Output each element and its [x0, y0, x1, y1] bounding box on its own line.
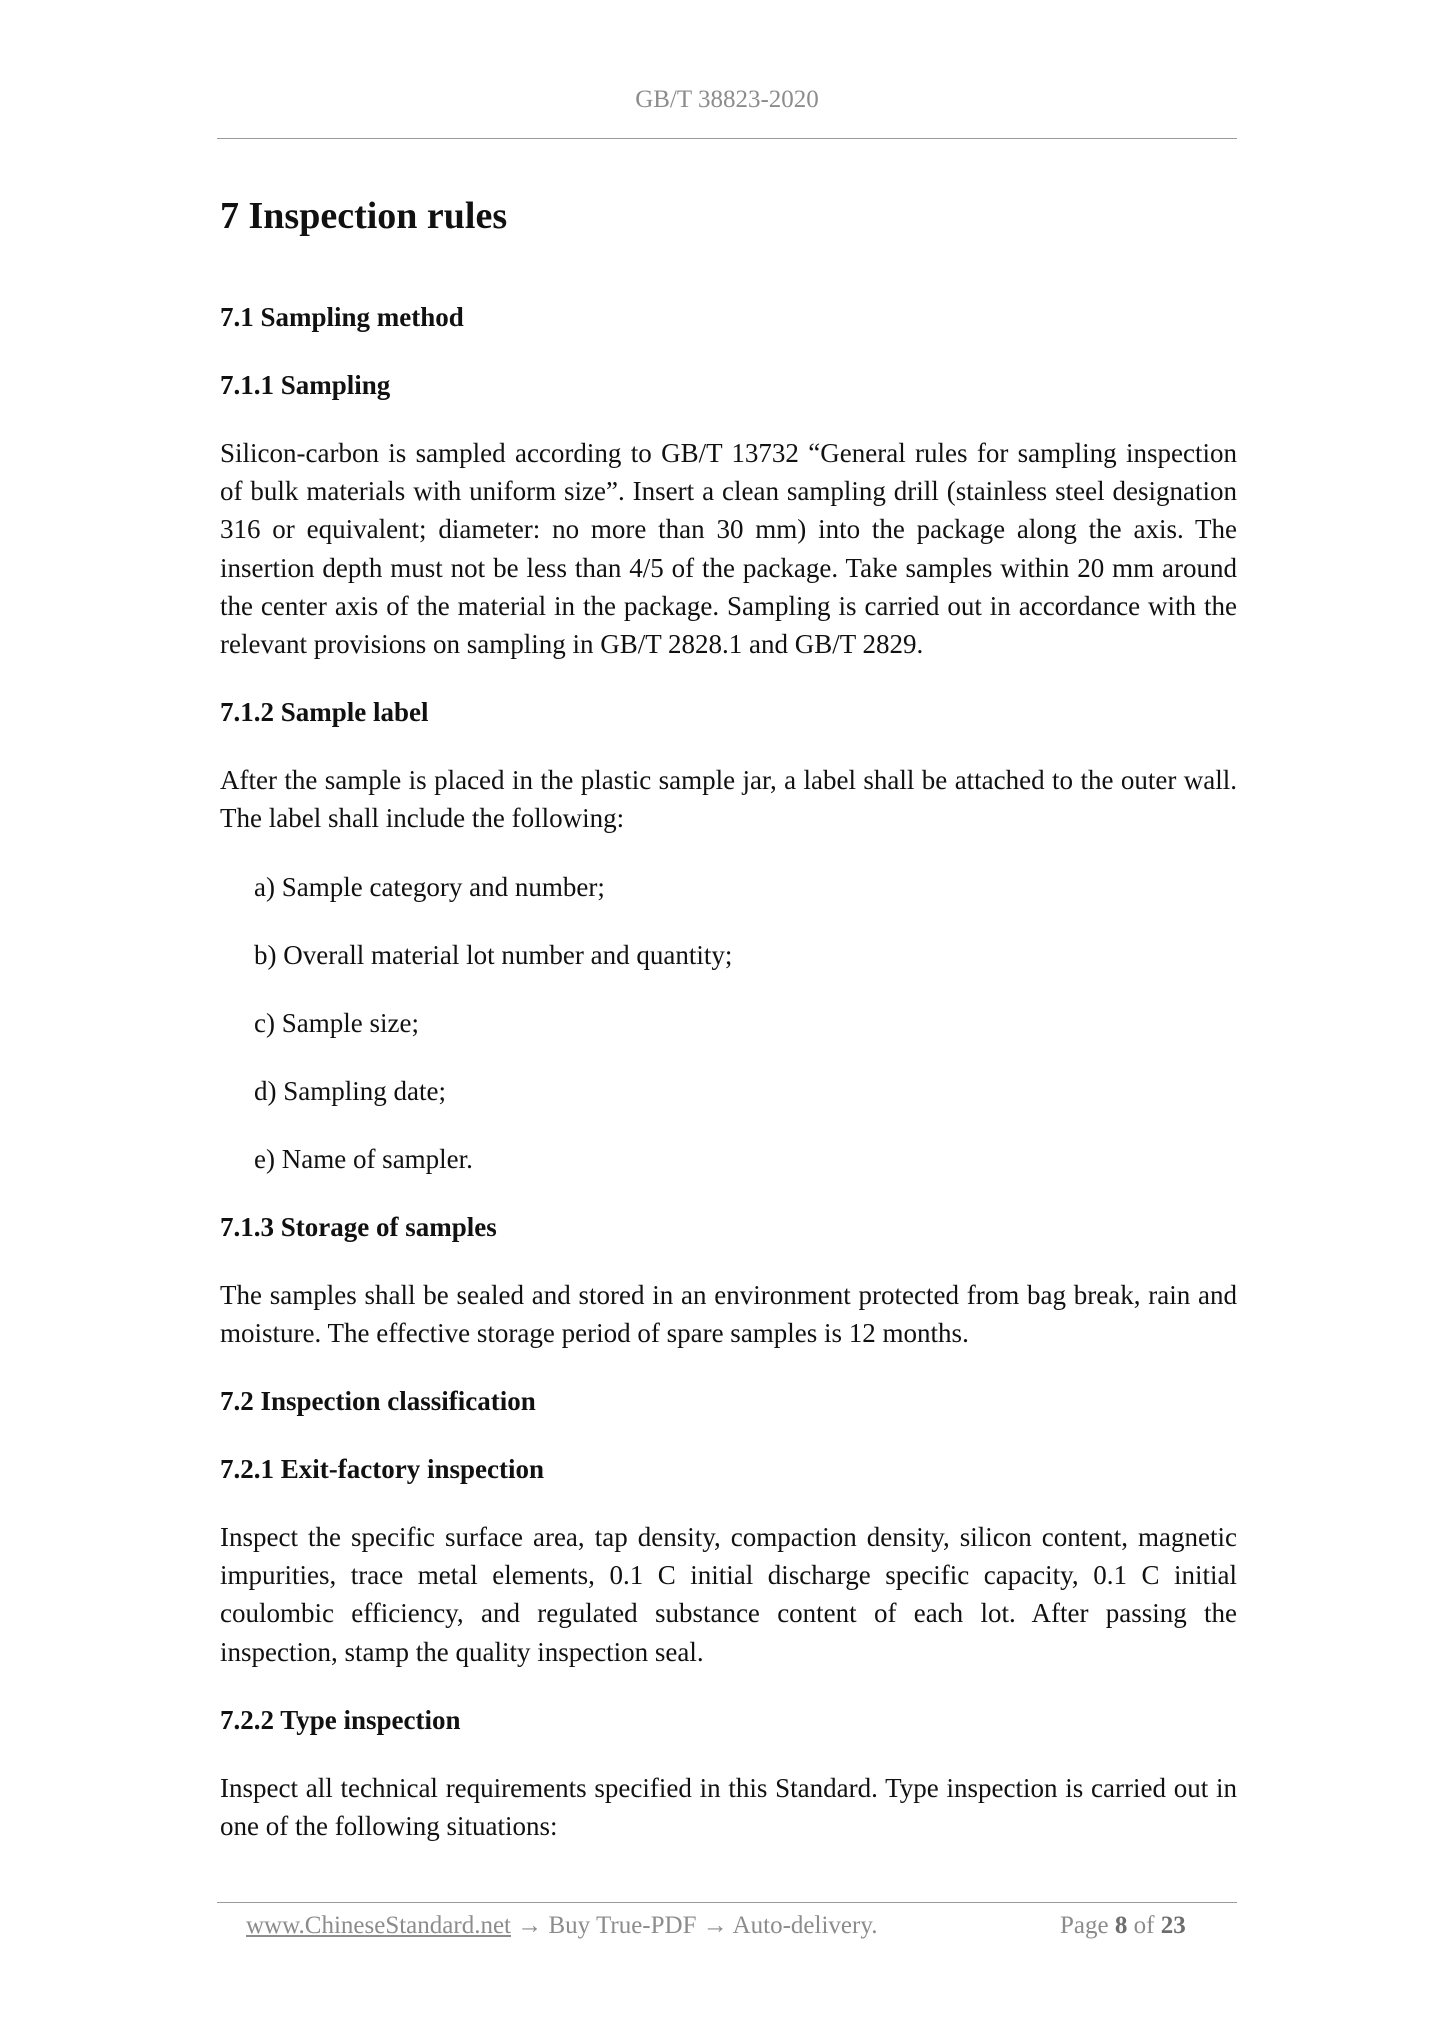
heading-7-1-3: 7.1.3 Storage of samples [220, 1211, 497, 1242]
page-header: GB/T 38823-2020 [635, 86, 819, 113]
page-label: Page [1060, 1912, 1109, 1939]
header-divider [217, 138, 1237, 139]
arrow-right-icon: → [702, 1912, 728, 1939]
heading-7-2: 7.2 Inspection classification [220, 1386, 536, 1417]
list-item: a) Sample category and number; [254, 871, 605, 902]
heading-7-1: 7.1 Sampling method [220, 302, 464, 332]
heading-7-1-1: 7.1.1 Sampling [220, 370, 391, 400]
document-body [220, 190, 1237, 1875]
section-title: 7 Inspection rules [220, 195, 508, 237]
paragraph-7-1-3: The samples shall be sealed and stored in an environment protected from bag break, rain and moisture. The effective storage period of spare samples is 12 months. [220, 1279, 1237, 1348]
list-item: e) Name of sampler. [254, 1143, 473, 1174]
list-item: d) Sampling date; [254, 1075, 446, 1106]
heading-7-2-1: 7.2.1 Exit-factory inspection [220, 1454, 544, 1485]
page-number [1060, 1912, 1186, 1940]
list-item: b) Overall material lot number and quantity; [254, 939, 733, 970]
buy-true-pdf-text: Buy True-PDF [548, 1912, 697, 1939]
auto-delivery-text: Auto-delivery. [732, 1912, 878, 1939]
total-pages: 23 [1160, 1912, 1186, 1939]
heading-7-1-2: 7.1.2 Sample label [220, 697, 429, 728]
paragraph-7-2-1: Inspect the specific surface area, tap density, compaction density, silicon content, magnetic impurities, trace metal elements, 0.1 C initial discharge specific capacity, 0.1 C initial coulombic efficiency, and regulated substance content of each lot. After passing the inspection, stamp the quality inspection seal. [220, 1522, 1237, 1667]
heading-7-2-2: 7.2.2 Type inspection [220, 1704, 461, 1735]
paragraph-7-2-2: Inspect all technical requirements specified in this Standard. Type inspection is carried out in one of the following situations: [220, 1772, 1237, 1842]
arrow-right-icon: → [517, 1912, 543, 1939]
website-link[interactable]: www.ChineseStandard.net [246, 1912, 511, 1939]
list-item: c) Sample size; [254, 1007, 419, 1038]
paragraph-7-1-1: Silicon-carbon is sampled according to GB/T 13732 “General rules for sampling inspection of bulk materials with uniform size”. Insert a clean sampling drill (stainless steel designation 316 or equivalent; diameter: no more than 30 mm) into the package along the axis. The insertion depth must not be less than 4/5 of the package. Take samples within 20 mm around the center axis of the material in the package. Sampling is carried out in accordance with the relevant provisions on sampling in GB/T 2828.1 and GB/T 2829. [220, 438, 1237, 660]
current-page: 8 [1114, 1912, 1128, 1939]
footer-divider [217, 1902, 1237, 1903]
footer-promo [246, 1912, 877, 1940]
of-label: of [1133, 1912, 1155, 1939]
paragraph-7-1-2: After the sample is placed in the plastic sample jar, a label shall be attached to the outer wall. The label shall include the following: [220, 765, 1237, 834]
